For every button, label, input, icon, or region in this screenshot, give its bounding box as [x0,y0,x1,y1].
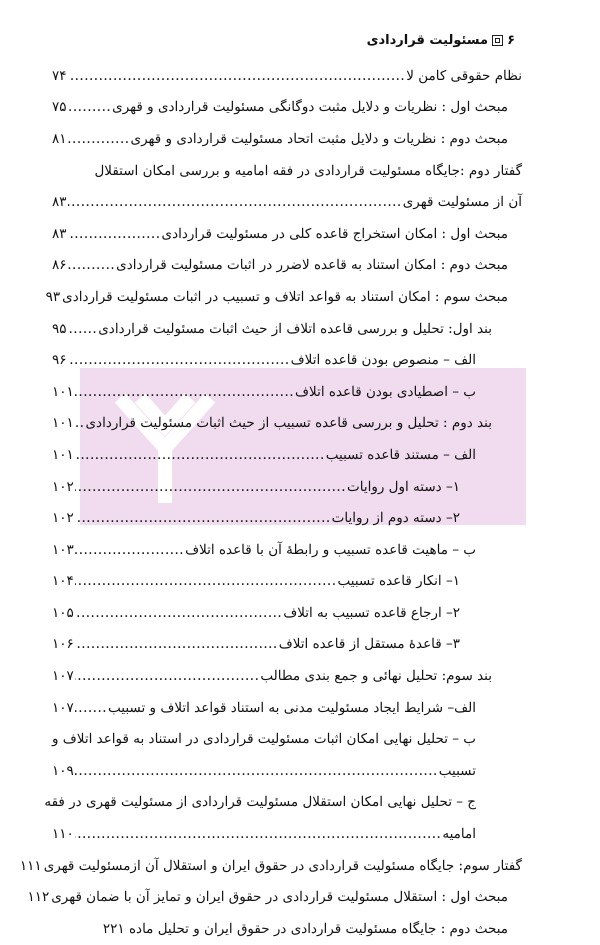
toc-entry-title: مبحث دوم : جایگاه مسئولیت قراردادی در حقوق ایران و تحلیل ماده ۲۲۱ [102,920,508,937]
dot-leader [75,479,346,495]
toc-entry-title: ب – اصطیادی بودن قاعده اتلاف [295,383,476,400]
dot-leader [68,226,161,242]
dot-leader [68,68,406,84]
toc-entry-page: ۱۰۱ [52,446,74,463]
dot-leader [75,510,331,526]
toc-entry [52,755,522,787]
toc-entry-title: بند اول: تحلیل و بررسی قاعده اتلاف از حیث اثبات مسئولیت قراردادی [98,320,492,337]
running-header [367,33,515,48]
toc-entry [52,155,522,187]
dot-leader [75,668,260,684]
toc-entry [52,471,522,503]
toc-entry-title: مبحث اول : نظریات و دلایل مثبت دوگانگی مسئولیت قراردادی و قهری [112,99,508,116]
toc-entry [52,660,522,692]
toc-entry-title: ۱– دسته اول روایات [347,478,460,495]
toc-entry-title: ۲– ارجاع قاعده تسبیب به اتلاف [283,604,460,621]
dot-leader [75,636,278,652]
toc-entry-page: ۹۶ [52,352,67,369]
toc-entry-title: ج – تحلیل نهایی امکان استقلال مسئولیت قراردادی از مسئولیت قهری در فقه [44,794,476,811]
toc-entry-page: ۱۰۳ [52,541,74,558]
toc-entry-page: ۱۰۴ [52,573,74,590]
toc-entry [52,313,522,345]
toc-entry-page: ۱۱۱ [19,857,42,874]
toc-entry [45,281,522,313]
toc-entry-title: مبحث اول : امکان استخراج قاعده کلی در مسئولیت قراردادی [161,225,508,242]
toc-entry-page: ۸۱ [52,130,67,147]
toc-entry [52,723,522,755]
toc-entry-page: ۸۳ [52,194,67,211]
dot-leader [75,542,184,558]
toc-entry-title: الف – منصوص بودن قاعده اتلاف [290,352,476,369]
toc-entry-page: ۹۳ [45,288,61,305]
toc-entry-title: گفتار دوم :جایگاه مسئولیت قراردادی در فقه امامیه و بررسی امکان استقلال [94,162,522,179]
toc-entry-title: ۱– انکار قاعده تسبیب [337,573,460,590]
toc-entry [27,881,522,913]
toc-entry [52,344,522,376]
toc-entry-page: ۱۱۰ [52,826,74,843]
toc-entry-title: بند سوم: تحلیل نهائی و جمع بندی مطالب [260,668,492,685]
dot-leader [68,321,98,337]
toc-entry-title: گفتار سوم: جایگاه مسئولیت قراردادی در حقوق ایران و استقلال آن ازمسئولیت قهری [43,857,522,874]
toc-entry [19,850,522,882]
toc-entry [52,502,522,534]
book-title: مسئولیت قراردادی [366,33,489,48]
dot-leader [75,700,107,716]
toc-entry-page: ۱۰۱ [52,415,74,432]
table-of-contents [19,60,522,945]
toc-entry [52,597,522,629]
dot-leader [68,99,112,115]
square-ornament-icon [492,35,503,46]
toc-entry-title: نظام حقوقی کامن لا [406,67,522,84]
page-number: ۶ [507,33,515,48]
dot-leader [75,605,282,621]
dot-leader [68,131,130,147]
toc-entry-page: ۱۱۲ [27,889,50,906]
dot-leader [75,447,325,463]
dot-leader [68,352,290,368]
toc-entry-title: ب – ماهیت قاعده تسبیب و رابطهٔ آن با قاعده اتلاف [185,541,476,558]
toc-entry [52,218,522,250]
toc-entry [52,566,522,598]
toc-entry-page: ۱۰۲ [52,510,74,527]
toc-entry-page: ۱۰۵ [52,604,74,621]
toc-entry [52,534,522,566]
toc-entry-title: مبحث اول : استقلال مسئولیت قراردادی در حقوق ایران و تمایز آن با ضمان قهری [51,889,508,906]
toc-entry-page: ۱۰۷ [52,699,74,716]
toc-entry-title: ۳– قاعدهٔ مستقل از قاعده اتلاف [278,636,460,653]
dot-leader [68,257,116,273]
toc-entry [52,408,522,440]
toc-entry-page: ۱۰۷ [52,668,74,685]
toc-entry [52,439,522,471]
toc-entry [52,818,522,850]
toc-entry [52,186,522,218]
dot-leader [75,826,442,842]
toc-entry-title: مبحث دوم : نظریات و دلایل مثبت اتحاد مسئولیت قراردادی و قهری [130,130,508,147]
toc-entry [52,60,522,92]
toc-entry-page: ۱۰۶ [52,636,74,653]
toc-entry-page: ۸۶ [52,257,67,274]
toc-entry [52,913,522,945]
toc-entry-title: امامیه [442,826,476,843]
toc-entry-page: ۷۴ [52,67,67,84]
toc-entry-title: ۲– دسته دوم از روایات [331,510,460,527]
dot-leader [75,415,85,431]
toc-entry-page: ۱۰۲ [52,478,74,495]
toc-entry-page: ۱۰۱ [52,383,74,400]
toc-entry [52,250,522,282]
dot-leader [75,763,438,779]
dot-leader [68,194,402,210]
toc-entry-title: بند دوم : تحلیل و بررسی قاعده تسبیب از حیث اثبات مسئولیت قراردادی [85,415,492,432]
toc-entry-title: تسبیب [438,762,476,779]
toc-entry-page: ۸۳ [52,225,67,242]
toc-entry-page: ۱۰۹ [52,762,74,779]
toc-entry [52,123,522,155]
toc-entry-title: الف – مستند قاعده تسبیب [325,446,476,463]
toc-entry-title: الف– شرایط ایجاد مسئولیت مدنی به استناد قواعد اتلاف و تسبیب [108,699,476,716]
toc-entry-title: ب – تحلیل نهایی امکان اثبات مسئولیت قراردادی در استناد به قواعد اتلاف و [52,731,476,748]
dot-leader [75,573,337,589]
toc-entry [44,787,522,819]
toc-entry [52,629,522,661]
dot-leader [75,384,294,400]
toc-entry-title: مبحث دوم : امکان استناد به قاعده لاضرر در اثبات مسئولیت قراردادی [116,257,508,274]
toc-entry-title: مبحث سوم : امکان استناد به قواعد اتلاف و تسبیب در اثبات مسئولیت قراردادی [62,288,508,305]
toc-entry [52,376,522,408]
toc-entry-page: ۹۵ [52,320,67,337]
toc-entry [52,692,522,724]
toc-entry-title: آن از مسئولیت قهری [402,194,522,211]
toc-entry [52,92,522,124]
toc-entry-page: ۷۵ [52,99,67,116]
